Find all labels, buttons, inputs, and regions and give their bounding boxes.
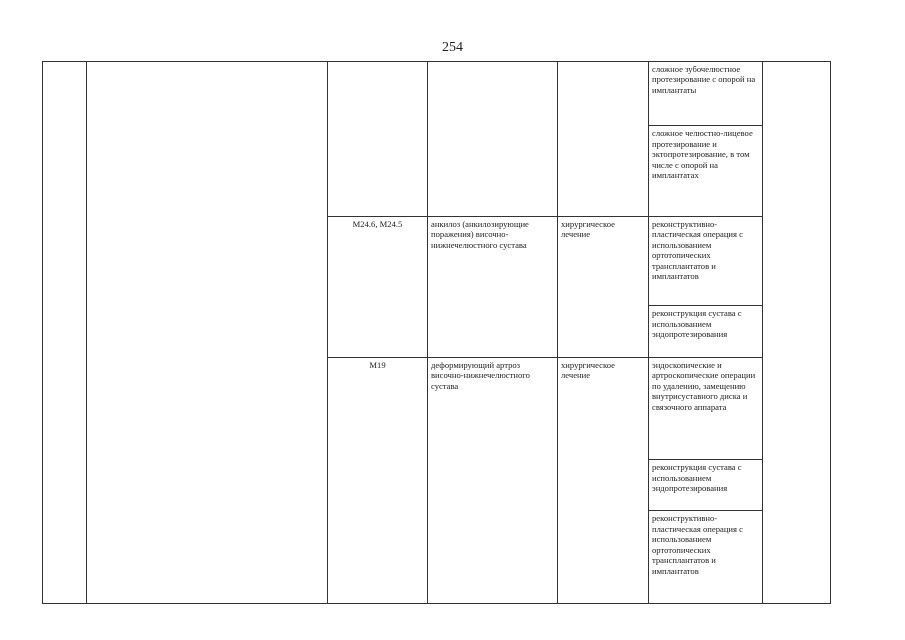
code-cell: M19 bbox=[328, 357, 428, 603]
treatment-methods-table bbox=[42, 61, 831, 604]
treatment-type-cell: хирургическое лечение bbox=[558, 357, 649, 603]
diagnosis-cell: анкилоз (анкилозирующие поражения) височно-нижнечелюстного сустава bbox=[428, 216, 558, 357]
index-cell bbox=[43, 62, 87, 604]
code-cell bbox=[328, 62, 428, 217]
method-cell: реконструктивно-пластическая операция с использованием ортотопических трансплантатов и имплантатов bbox=[649, 216, 763, 305]
norm-cell bbox=[763, 62, 831, 604]
document-table-wrapper bbox=[42, 61, 830, 604]
code-cell: M24.6, M24.5 bbox=[328, 216, 428, 357]
table-row bbox=[43, 62, 831, 126]
method-cell: сложное челюстно-лицевое протезирование и эктопротезирование, в том числе с опорой на имплантатах bbox=[649, 126, 763, 217]
method-cell: сложное зубочелюстное протезирование с опорой на имплантаты bbox=[649, 62, 763, 126]
profile-cell bbox=[87, 62, 328, 604]
method-cell: реконструкция сустава с использованием эндопротезирования bbox=[649, 306, 763, 357]
treatment-type-cell bbox=[558, 62, 649, 217]
method-cell: реконструктивно-пластическая операция с использованием ортотопических трансплантатов и имплантатов bbox=[649, 511, 763, 604]
diagnosis-cell bbox=[428, 62, 558, 217]
diagnosis-cell: деформирующий артроз височно-нижнечелюстного сустава bbox=[428, 357, 558, 603]
method-cell: эндоскопические и артроскопические операции по удалению, замещению внутрисуставного диска и связочного аппарата bbox=[649, 357, 763, 460]
method-cell: реконструкция сустава с использованием эндопротезирования bbox=[649, 460, 763, 511]
page-number: 254 bbox=[442, 40, 463, 55]
treatment-type-cell: хирургическое лечение bbox=[558, 216, 649, 357]
